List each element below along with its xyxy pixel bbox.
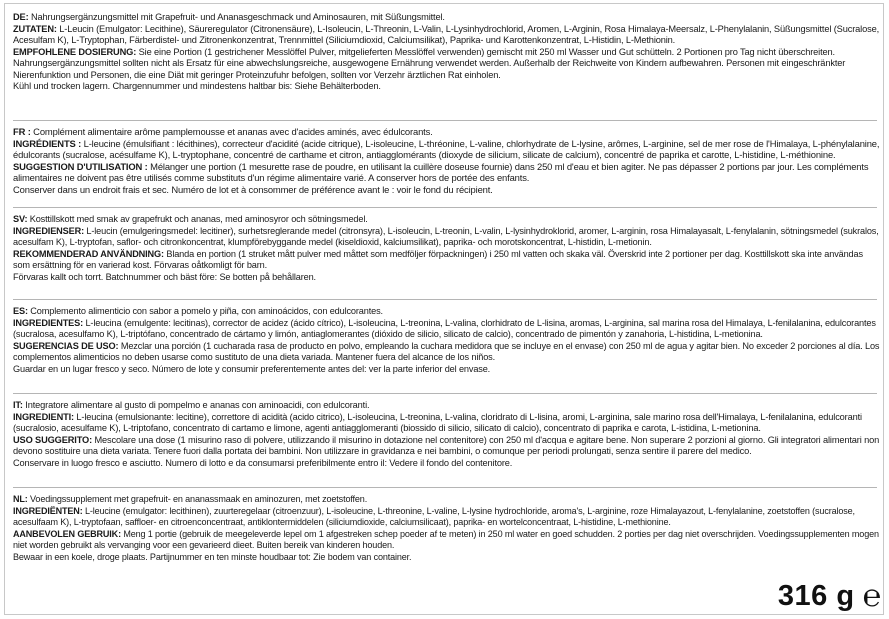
- section-heading-label: ZUTATEN:: [13, 23, 57, 35]
- section-line: [13, 318, 879, 330]
- section-text: Kosttillskott med smak av grapefrukt och ananas, med aminosyror och sötningsmedel.: [27, 214, 368, 225]
- section-divider: [13, 120, 877, 121]
- section-line: [13, 47, 879, 59]
- section-text: Mescolare una dose (1 misurino raso di polvere, utilizzando il misurino in dotazione nel contenitore) con 250 ml d'acqua e agitare bene. Non superare 2 porzioni al giorno. Gli integratori alimentari non: [92, 434, 880, 446]
- section-heading-label: EMPFOHLENE DOSIERUNG:: [13, 46, 137, 58]
- section-text: Mélanger une portion (1 mesurette rase de poudre, en utilisant la cuillère doseuse fournie) dans 250 ml d'eau et bien agiter. Ne pas dépasser 2 portions par jour. Les compléments: [147, 161, 869, 173]
- net-weight: [777, 578, 881, 614]
- section-divider: [13, 299, 877, 300]
- section-text: Mezclar una porción (1 cucharada rasa de producto en polvo, empleando la cuchara medidora que se incluye en el envase) con 250 ml de agua y agitar bien. No exceder 2 porciones al día. Los: [118, 340, 880, 352]
- section-line: [13, 249, 879, 261]
- section-text: Nahrungsergänzungsmittel sollten nicht als Ersatz für eine abwechslungsreiche, ausgewogene Ernährung verwendet werden. Außerhalb der Reichweite von Kindern aufbewahren. Personen mit eingeschränkter: [13, 58, 846, 70]
- section-text: L-leucina (emulgente: lecitinas), corrector de acidez (ácido cítrico), L-isoleucina, L-treonina, L-valina, clorhidrato de L-lisina, aromas, L-arginina, sal marina rosa del Himalaya, L-fenilalanina, edulcorantes: [83, 317, 876, 329]
- section-text: alimentaires ne doivent pas être utilisés comme substituts d'un régime alimentaire varié. A conserver hors de portée des enfants.: [13, 173, 530, 185]
- section-line: [13, 214, 879, 226]
- section-line: [13, 139, 879, 151]
- section-line: [13, 458, 879, 470]
- section-divider: [13, 393, 877, 394]
- section-line: [13, 70, 879, 82]
- section-line: [13, 150, 879, 162]
- section-line: [13, 352, 879, 364]
- section-text: L-leucine (emulgator: lecithinen), zuurteregelaar (citroenzuur), L-isoleucine, L-threonine, L-valine, L-lysine hydrochloride, aroma's, L-arginine, roze Himalayazout, L-fenylalanine, zoetstoffen (sucralose,: [82, 505, 855, 517]
- section-text: Bewaar in een koele, droge plaats. Partijnummer en ten minste houdbaar tot: Zie bodem van container.: [13, 551, 412, 563]
- section-line: [13, 552, 879, 564]
- section-divider: [13, 207, 877, 208]
- section-line: [13, 446, 879, 458]
- section-it: [13, 400, 879, 469]
- section-heading-label: SUGGESTION D'UTILISATION :: [13, 161, 148, 173]
- section-line: [13, 260, 879, 272]
- section-text: Voedingssupplement met grapefruit- en ananassmaak en aminozuren, met zoetstoffen.: [27, 494, 368, 505]
- section-heading-label: INGREDIENSER:: [13, 225, 84, 237]
- section-text: L-leucina (emulsionante: lecitine), correttore di acidità (acido citrico), L-isoleucina, L-treonina, L-valina, cloridrato di L-lisina, aromi, L-arginina, sale marino rosa dell'Himalaya, L-fenilalanina, edulcoranti: [73, 411, 862, 423]
- section-text: Sie eine Portion (1 gestrichener Messlöffel Pulver, mitgelieferten Messlöffel verwenden) gemischt mit 250 ml Wasser und Gut schütteln. 2 Portionen pro Tag nicht überschreiten.: [136, 46, 835, 58]
- section-line: [13, 494, 879, 506]
- section-line: [13, 412, 879, 424]
- section-line: [13, 162, 879, 174]
- section-heading-label: NL:: [13, 494, 28, 505]
- section-heading-label: INGRÉDIENTS :: [13, 138, 82, 150]
- section-line: [13, 185, 879, 197]
- estimated-sign-icon: ℮: [862, 578, 881, 614]
- section-fr: [13, 127, 879, 196]
- section-heading-label: ES:: [13, 306, 28, 317]
- section-line: [13, 306, 879, 318]
- section-heading-label: FR :: [13, 127, 31, 138]
- section-text: L-leucine (émulsifiant : lécithines), correcteur d'acidité (acide citrique), L-isoleucine, L-thréonine, L-valine, chlorhydrate de L-lysine, arômes, L-arginine, sel de mer rose de l'Himalaya, L-phénylalanine,: [81, 138, 880, 150]
- section-heading-label: REKOMMENDERAD ANVÄNDNING:: [13, 248, 164, 260]
- section-text: Nierenfunktion und Personen, die eine Diät mit geringer Proteinzufuhr befolgen, sollten vor Verzehr ärztlichen Rat einholen.: [13, 69, 501, 81]
- section-text: Meng 1 portie (gebruik de meegeleverde lepel om 1 afgestreken schep poeder af te meten) in 250 ml water en goed schudden. 2 porties per dag niet overschrijden. Voedingssupplementen mogen: [120, 528, 879, 540]
- section-text: Nahrungsergänzungsmittel mit Grapefruit- und Ananasgeschmack und Aminosauren, mit Süßungsmittel.: [28, 12, 445, 23]
- section-text: devono sostituire una dieta variata. Tenere fuori dalla portata dei bambini. Non utilizzare in gravidanza e nei bambini, o comunque per periodi prolungati, senza sentire il parere del medico.: [13, 446, 752, 458]
- section-text: Complément alimentaire arôme pamplemousse et ananas avec d'acides aminés, avec édulcorants.: [30, 127, 433, 138]
- section-line: [13, 435, 879, 447]
- section-text: L-leucin (emulgeringsmedel: lecitiner), surhetsreglerande medel (citronsyra), L-isoleucin, L-treonin, L-valin, L-lysinhydroklorid, aromer, L-arginin, rosa Himalayasalt, L-fenylalanin, sötningsmedel (sukralos,: [83, 225, 879, 237]
- net-weight-value: 316 g: [777, 580, 855, 612]
- section-line: [13, 226, 879, 238]
- section-sv: [13, 214, 879, 283]
- section-text: Blanda en portion (1 struket mått pulver med måttet som medföljer förpackningen) i 250 ml vatten och skaka väl. Överskrid inte 2 portioner per dag. Kosttillskott ska inte användas: [163, 248, 863, 260]
- section-heading-label: INGREDIENTI:: [13, 411, 74, 423]
- section-line: [13, 517, 879, 529]
- section-heading-label: INGREDIENTES:: [13, 317, 84, 329]
- section-text: acesulfam K), L-tryptofan, saflor- och citronkoncentrat, klumpförebyggande medel (kiseldioxid, kalciumsilikat), paprika- och morotskoncentrat, L-histidin, L-metionin.: [13, 237, 652, 249]
- section-text: Förvaras kallt och torrt. Batchnummer och bäst före: Se botten på behållaren.: [13, 271, 316, 283]
- section-text: Integratore alimentare al gusto di pompelmo e ananas con aminoacidi, con edulcoranti.: [22, 400, 370, 411]
- section-line: [13, 529, 879, 541]
- section-text: (sucralosa, acesulfamo K), L-triptófano, concentrado de cártamo y limón, antiaglomerantes (dióxido de silicio, silicato de calcio), concentrado de pimentón y zanahoria, L-histidina, L-metionina.: [13, 329, 763, 341]
- section-line: [13, 237, 879, 249]
- section-text: L-Leucin (Emulgator: Lecithine), Säureregulator (Citronensäure), L-Isoleucin, L-Threonin, L-Valin, L-Lysinhydrochlorid, Aromen, L-Arginin, Rosa Himalaya-Meersalz, L-Phenylalanin, Süßungsmittel (Sucralose,: [56, 23, 880, 35]
- section-es: [13, 306, 879, 375]
- section-line: [13, 127, 879, 139]
- section-line: [13, 272, 879, 284]
- section-text: Guardar en un lugar fresco y seco. Número de lote y consumir preferentemente antes del: ver la parte inferior del envase.: [13, 363, 491, 375]
- section-text: (sucralosio, acesulfame K), L-triptofano, concentrato di cartamo e limone, agenti antiagglomeranti (biossido di silicio, silicato di calcio), concentrato di paprika e carota, L-istidina, L-metionina.: [13, 423, 761, 435]
- section-heading-label: USO SUGGERITO:: [13, 434, 93, 446]
- section-line: [13, 173, 879, 185]
- section-text: niet worden gebruikt als vervanging voor een gevarieerd dieet. Buiten bereik van kinderen houden.: [13, 540, 395, 552]
- section-text: Complemento alimenticio con sabor a pomelo y piña, con aminoácidos, con edulcorantes.: [27, 306, 383, 317]
- section-text: Acesulfam K), L-Tryptophan, Färberdistel- und Zitronenkonzentrat, Trennmittel (Siliciumdioxid, Calciumsilikat), Paprika- und Karottenkonzentrat, L-Histidin, L-Methionin.: [13, 35, 676, 47]
- section-heading-label: DE:: [13, 12, 29, 23]
- section-line: [13, 12, 879, 24]
- section-line: [13, 24, 879, 36]
- section-heading-label: SV:: [13, 214, 28, 225]
- section-line: [13, 540, 879, 552]
- section-line: [13, 341, 879, 353]
- section-de: [13, 12, 879, 93]
- section-nl: [13, 494, 879, 563]
- section-text: Conservare in luogo fresco e asciutto. Numero di lotto e da consumarsi preferibilmente entro il: Vedere il fondo del contenitore.: [13, 457, 513, 469]
- section-text: édulcorants (sucralose, acésulfame K), L-tryptophane, concentré de carthame et citron, antiagglomérants (dioxyde de silicium, silicate de calcium), concentré de paprika et carotte, L-histidine, L-méthionine.: [13, 150, 836, 162]
- section-text: complementos alimenticios no deben usarse como sustituto de una dieta variada. Mantener fuera del alcance de los niños.: [13, 352, 496, 364]
- section-line: [13, 58, 879, 70]
- section-line: [13, 506, 879, 518]
- section-text: som ersättning för en varierad kost. Förvaras oåtkomligt för barn.: [13, 260, 268, 272]
- section-text: acesulfaam K), L-tryptofaan, saffloer- en citroenconcentraat, antiklontermiddelen (siliciumdioxide, calciumsilicaat), paprika- en wortelconcentraat, L-histidine, L-methionine.: [13, 517, 671, 529]
- section-line: [13, 35, 879, 47]
- section-heading-label: SUGERENCIAS DE USO:: [13, 340, 119, 352]
- section-line: [13, 329, 879, 341]
- section-heading-label: IT:: [13, 400, 23, 411]
- section-text: Conserver dans un endroit frais et sec. Numéro de lot et à consommer de préférence avant le : voir le fond du récipient.: [13, 184, 493, 196]
- section-line: [13, 400, 879, 412]
- section-line: [13, 364, 879, 376]
- section-line: [13, 81, 879, 93]
- section-divider: [13, 487, 877, 488]
- section-heading-label: AANBEVOLEN GEBRUIK:: [13, 528, 121, 540]
- section-heading-label: INGREDIËNTEN:: [13, 505, 83, 517]
- section-line: [13, 423, 879, 435]
- section-text: Kühl und trocken lagern. Chargennummer und mindestens haltbar bis: Siehe Behälterboden.: [13, 81, 381, 93]
